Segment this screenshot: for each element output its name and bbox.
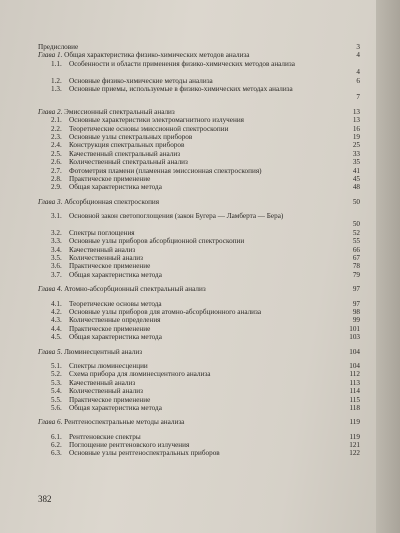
toc-entry-title: Практическое применение	[69, 324, 151, 333]
toc-entry-number: 3.5.	[51, 254, 62, 263]
toc-section-entry	[38, 116, 360, 124]
toc-entry-page: 118	[349, 403, 360, 412]
toc-section-entry	[38, 333, 360, 341]
toc-entry-title: Спектры люминесценции	[69, 361, 148, 370]
toc-entry-page: 50	[352, 220, 360, 229]
toc-entry-title: Абсорбционная спектроскопия	[64, 197, 160, 206]
toc-section-entry	[38, 60, 360, 77]
toc-section-entry	[38, 167, 360, 175]
toc-chapter-label: Глава 1.	[38, 51, 63, 60]
toc-chapter-label: Глава 3.	[38, 197, 63, 206]
toc-entry-number: 2.6.	[51, 158, 62, 167]
toc-entry-number: 6.3.	[51, 449, 62, 458]
toc-entry-title: Конструкция спектральных приборов	[69, 141, 185, 150]
toc-entry-number: 3.4.	[51, 245, 62, 254]
toc-entry-page: 25	[352, 141, 360, 150]
toc-entry-number: 3.7.	[51, 270, 62, 279]
toc-entry-title: Количественный анализ	[69, 254, 143, 263]
toc-entry-page: 79	[352, 270, 360, 279]
toc-entry-page: 114	[349, 387, 360, 396]
toc-entry-page: 104	[349, 361, 360, 370]
table-of-contents	[38, 43, 360, 458]
toc-entry-number: 2.8.	[51, 174, 62, 183]
toc-entry-page: 50	[352, 197, 360, 206]
toc-entry-title: Количественные определения	[69, 316, 161, 325]
toc-entry-number: 3.1.	[51, 212, 62, 221]
toc-entry-number: 6.1.	[51, 432, 62, 441]
toc-entry-page: 33	[352, 149, 360, 158]
toc-section-entry	[38, 404, 360, 412]
toc-entry-page: 41	[352, 166, 360, 175]
toc-entry-title: Основные характеристики электромагнитного излучения	[69, 116, 244, 125]
toc-entry-page: 104	[349, 347, 360, 356]
toc-entry-page: 45	[352, 174, 360, 183]
toc-entry-page: 121	[349, 441, 360, 450]
toc-section-entry	[38, 370, 360, 378]
toc-section-entry	[38, 212, 360, 229]
toc-section-entry	[38, 300, 360, 308]
toc-entry-title: Особенности и области применения физико-химических методов анализа	[69, 59, 295, 68]
toc-section-entry	[38, 262, 360, 270]
toc-entry-page: 6	[356, 76, 360, 85]
toc-entry-number: 2.1.	[51, 116, 62, 125]
toc-entry-page: 99	[352, 316, 360, 325]
toc-section-entry	[38, 433, 360, 441]
toc-section-entry	[38, 77, 360, 85]
toc-chapter-entry	[38, 43, 360, 51]
toc-chapter-entry	[38, 108, 360, 116]
toc-entry-number: 2.4.	[51, 141, 62, 150]
toc-chapter-entry	[38, 285, 360, 293]
toc-entry-title: Теоретические основы эмиссионной спектроскопии	[69, 124, 229, 133]
toc-entry-page: 113	[349, 378, 360, 387]
book-spine-shadow	[376, 0, 400, 533]
toc-chapter-entry	[38, 198, 360, 206]
toc-entry-page: 7	[356, 93, 360, 102]
toc-entry-number: 5.2.	[51, 370, 62, 379]
toc-entry-page: 55	[352, 237, 360, 246]
toc-entry-title: Общая характеристика метода	[69, 270, 162, 279]
toc-chapter-label: Глава 2.	[38, 107, 63, 116]
toc-entry-page: 115	[349, 395, 360, 404]
toc-entry-title: Общая характеристика метода	[69, 333, 162, 342]
toc-entry-page: 119	[349, 418, 360, 427]
toc-chapter-label: Глава 4.	[38, 285, 63, 294]
toc-entry-number: 5.6.	[51, 403, 62, 412]
toc-entry-page: 98	[352, 307, 360, 316]
toc-chapter-label: Глава 6.	[38, 418, 63, 427]
toc-entry-number: 5.1.	[51, 361, 62, 370]
toc-entry-title: Практическое применение	[69, 395, 151, 404]
toc-entry-title: Схема прибора для люминесцентного анализа	[69, 370, 211, 379]
toc-entry-title: Поглощение рентгеновского излучения	[69, 441, 190, 450]
toc-section-entry	[38, 246, 360, 254]
toc-section-entry	[38, 141, 360, 149]
toc-chapter-entry	[38, 348, 360, 356]
toc-entry-number: 1.2.	[51, 76, 62, 85]
toc-entry-number: 5.4.	[51, 387, 62, 396]
toc-entry-title: Основные приемы, используемые в физико-химических методах анализа	[69, 84, 293, 93]
toc-entry-page: 112	[349, 370, 360, 379]
toc-entry-title: Общая характеристика метода	[69, 403, 162, 412]
toc-entry-number: 3.2.	[51, 228, 62, 237]
toc-entry-number: 2.5.	[51, 149, 62, 158]
toc-entry-page: 66	[352, 245, 360, 254]
toc-section-entry	[38, 183, 360, 191]
toc-entry-number: 2.2.	[51, 124, 62, 133]
toc-entry-title: Спектры поглощения	[69, 228, 135, 237]
toc-entry-page: 97	[352, 285, 360, 294]
toc-section-entry	[38, 237, 360, 245]
toc-entry-number: 4.3.	[51, 316, 62, 325]
toc-entry-page: 101	[349, 324, 360, 333]
toc-entry-title: Основные узлы приборов для атомно-абсорбционного анализа	[69, 307, 262, 316]
toc-entry-number: 4.5.	[51, 333, 62, 342]
toc-entry-number: 4.1.	[51, 299, 62, 308]
toc-section-entry	[38, 325, 360, 333]
toc-entry-title: Основные узлы рентгеноспектральных приборов	[69, 449, 220, 458]
toc-entry-number: 6.2.	[51, 441, 62, 450]
toc-entry-number: 3.3.	[51, 237, 62, 246]
toc-entry-page: 52	[352, 228, 360, 237]
toc-entry-number: 2.7.	[51, 166, 62, 175]
toc-entry-title: Эмиссионный спектральный анализ	[64, 107, 175, 116]
toc-entry-title: Фотометрия пламени (пламенная эмиссионная спектроскопия)	[69, 166, 262, 175]
toc-entry-page: 97	[352, 299, 360, 308]
toc-entry-title: Основные физико-химические методы анализа	[69, 76, 213, 85]
toc-entry-page: 13	[352, 107, 360, 116]
toc-chapter-label: Глава 5.	[38, 347, 63, 356]
toc-section-entry	[38, 271, 360, 279]
toc-entry-page: 35	[352, 158, 360, 167]
toc-entry-page: 16	[352, 124, 360, 133]
toc-section-entry	[38, 308, 360, 316]
toc-entry-title: Основные узлы приборов абсорбционной спектроскопии	[69, 237, 245, 246]
toc-section-entry	[38, 254, 360, 262]
toc-section-entry	[38, 316, 360, 324]
toc-section-entry	[38, 85, 360, 102]
toc-section-entry	[38, 150, 360, 158]
toc-entry-title: Количественный спектральный анализ	[69, 158, 188, 167]
toc-entry-title: Качественный спектральный анализ	[69, 149, 181, 158]
toc-chapter-entry	[38, 418, 360, 426]
toc-entry-title: Качественный анализ	[69, 378, 136, 387]
toc-entry-page: 3	[356, 43, 360, 51]
toc-section-entry	[38, 125, 360, 133]
toc-entry-page: 48	[352, 183, 360, 192]
toc-section-entry	[38, 362, 360, 370]
toc-section-entry	[38, 175, 360, 183]
toc-entry-number: 5.3.	[51, 378, 62, 387]
toc-section-entry	[38, 158, 360, 166]
toc-section-entry	[38, 133, 360, 141]
toc-entry-page: 4	[356, 51, 360, 60]
toc-entry-number: 2.9.	[51, 183, 62, 192]
toc-section-entry	[38, 441, 360, 449]
toc-entry-number: 2.3.	[51, 132, 62, 141]
toc-entry-title: Общая характеристика физико-химических методов анализа	[64, 51, 250, 60]
toc-section-entry	[38, 379, 360, 387]
toc-entry-page: 122	[349, 449, 360, 458]
toc-entry-number: 4.4.	[51, 324, 62, 333]
toc-section-entry	[38, 396, 360, 404]
toc-entry-title: Количественный анализ	[69, 387, 143, 396]
toc-entry-title: Основные узлы спектральных приборов	[69, 132, 193, 141]
toc-entry-page: 78	[352, 262, 360, 271]
toc-section-entry	[38, 229, 360, 237]
toc-entry-title: Практическое применение	[69, 262, 151, 271]
toc-entry-number: 3.6.	[51, 262, 62, 271]
toc-entry-title: Рентгеноспектральные методы анализа	[64, 418, 185, 427]
toc-entry-title: Люминесцентный анализ	[64, 347, 143, 356]
toc-entry-page: 67	[352, 254, 360, 263]
toc-section-entry	[38, 449, 360, 457]
toc-entry-number: 1.1.	[51, 59, 62, 68]
toc-entry-title: Качественный анализ	[69, 245, 136, 254]
toc-entry-title: Предисловие	[38, 43, 79, 51]
toc-entry-page: 19	[352, 132, 360, 141]
toc-chapter-entry	[38, 51, 360, 59]
toc-entry-title: Общая характеристика метода	[69, 183, 162, 192]
toc-entry-title: Теоретические основы метода	[69, 299, 162, 308]
toc-entry-title: Рентгеновские спектры	[69, 432, 141, 441]
toc-entry-number: 5.5.	[51, 395, 62, 404]
toc-entry-number: 1.3.	[51, 84, 62, 93]
toc-entry-page: 119	[349, 432, 360, 441]
toc-entry-page: 4	[356, 68, 360, 77]
toc-entry-title: Практическое применение	[69, 174, 151, 183]
toc-section-entry	[38, 387, 360, 395]
toc-entry-title: Атомно-абсорбционный спектральный анализ	[64, 285, 206, 294]
toc-entry-page: 103	[349, 333, 360, 342]
toc-entry-number: 4.2.	[51, 307, 62, 316]
toc-entry-page: 13	[352, 116, 360, 125]
toc-entry-title: Основной закон светопоглощения (закон Бугера — Ламберта — Бера)	[69, 212, 284, 221]
page-number: 382	[38, 494, 52, 504]
